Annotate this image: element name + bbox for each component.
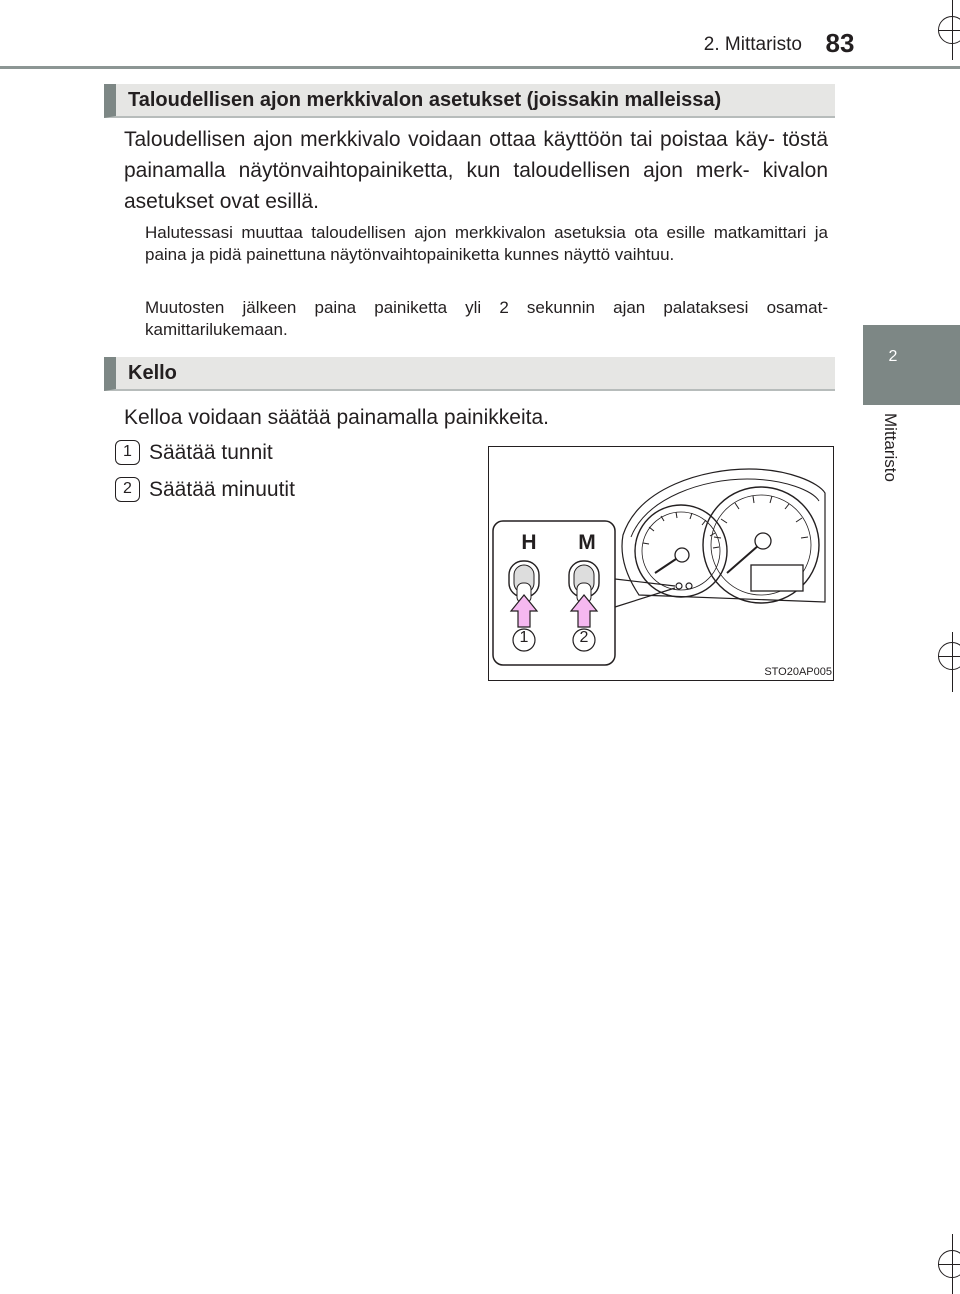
section-body-text: Kelloa voidaan säätää painamalla painikkeita.: [124, 406, 549, 429]
step-text: Säätää minuutit: [149, 478, 295, 501]
button-h-label: H: [521, 531, 537, 554]
callout-number-1: 1: [519, 629, 529, 646]
chapter-tab-number: 2: [888, 348, 898, 365]
instrument-cluster-illustration: [488, 446, 834, 681]
step-number-badge: 1: [115, 440, 140, 465]
button-m-label: M: [578, 531, 596, 554]
page-number: 83: [825, 28, 855, 58]
callout-number-2: 2: [579, 629, 589, 646]
step-text: Säätää tunnit: [149, 441, 273, 464]
header-rule: [0, 66, 960, 69]
note-text: Halutessasi muuttaa taloudellisen ajon merkkivalon asetuksia ota esille matkamittari ja paina ja pidä painettuna näytönvaihtopainiketta kunnes näyttö vaihtuu.: [145, 223, 828, 264]
section-heading-eco-indicator: Taloudellisen ajon merkkivalon asetukset (joissakin malleissa): [104, 84, 835, 118]
cluster-drawing: [489, 447, 833, 680]
chapter-title: 2. Mittaristo: [703, 34, 802, 55]
crop-mark-circle: [938, 1250, 960, 1278]
crop-mark-circle: [938, 16, 960, 44]
section-heading-clock: Kello: [104, 357, 835, 391]
section-body-text: Taloudellisen ajon merkkivalo voidaan ottaa käyttöön tai poistaa käy- töstä painamalla näytönvaihtopainiketta, kun taloudellisen ajon merk- kivalon asetukset ovat esillä.: [124, 128, 828, 213]
step-number-badge: 2: [115, 477, 140, 502]
figure-code: STO20AP005: [764, 666, 832, 678]
chapter-tab-label: Mittaristo: [881, 413, 900, 482]
crop-mark-circle: [938, 642, 960, 670]
note-text: Muutosten jälkeen paina painiketta yli 2 sekunnin ajan palataksesi osamat- kamittarilukemaan.: [145, 298, 828, 339]
